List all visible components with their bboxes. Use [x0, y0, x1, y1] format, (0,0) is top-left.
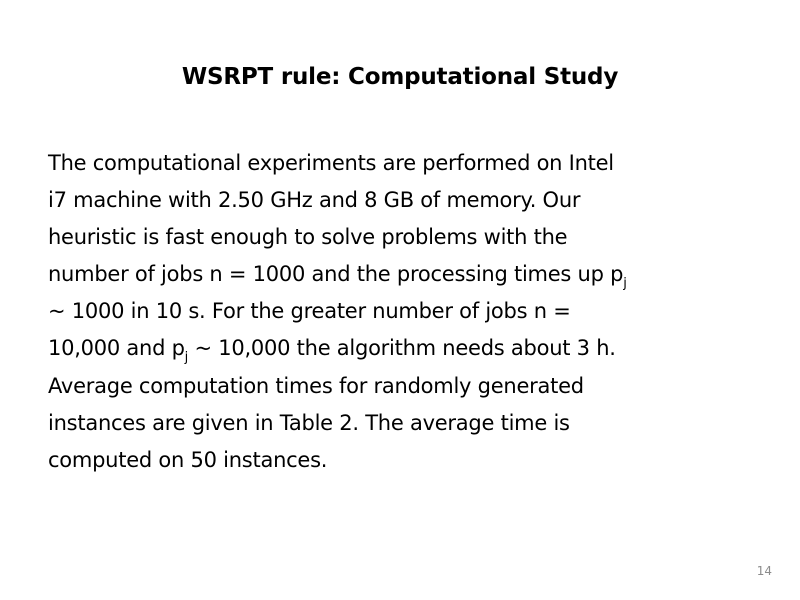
body-line: instances are given in Table 2. The average time is — [48, 410, 570, 435]
body-line: ~ 1000 in 10 s. For the greater number of jobs n = — [48, 299, 571, 324]
body-text-segment: number of jobs n = 1000 and the processing times up p — [48, 262, 624, 287]
slide-body-text — [48, 145, 768, 479]
body-line: i7 machine with 2.50 GHz and 8 GB of memory. Our — [48, 188, 581, 213]
body-text-segment: ~ 10,000 the algorithm needs about 3 h. — [188, 336, 616, 361]
body-line: computed on 50 instances. — [48, 447, 328, 472]
body-line: The computational experiments are performed on Intel — [48, 151, 614, 175]
body-line: heuristic is fast enough to solve problems with the — [48, 225, 568, 250]
body-line: Average computation times for randomly generated — [48, 373, 584, 398]
subscript: j — [623, 276, 627, 292]
subscript: j — [184, 350, 189, 366]
body-text-segment: 10,000 and p — [48, 336, 185, 361]
slide-title: WSRPT rule: Computational Study — [181, 64, 619, 90]
body-line — [48, 256, 768, 293]
slide-number: 14 — [756, 564, 772, 578]
body-line — [48, 330, 768, 367]
